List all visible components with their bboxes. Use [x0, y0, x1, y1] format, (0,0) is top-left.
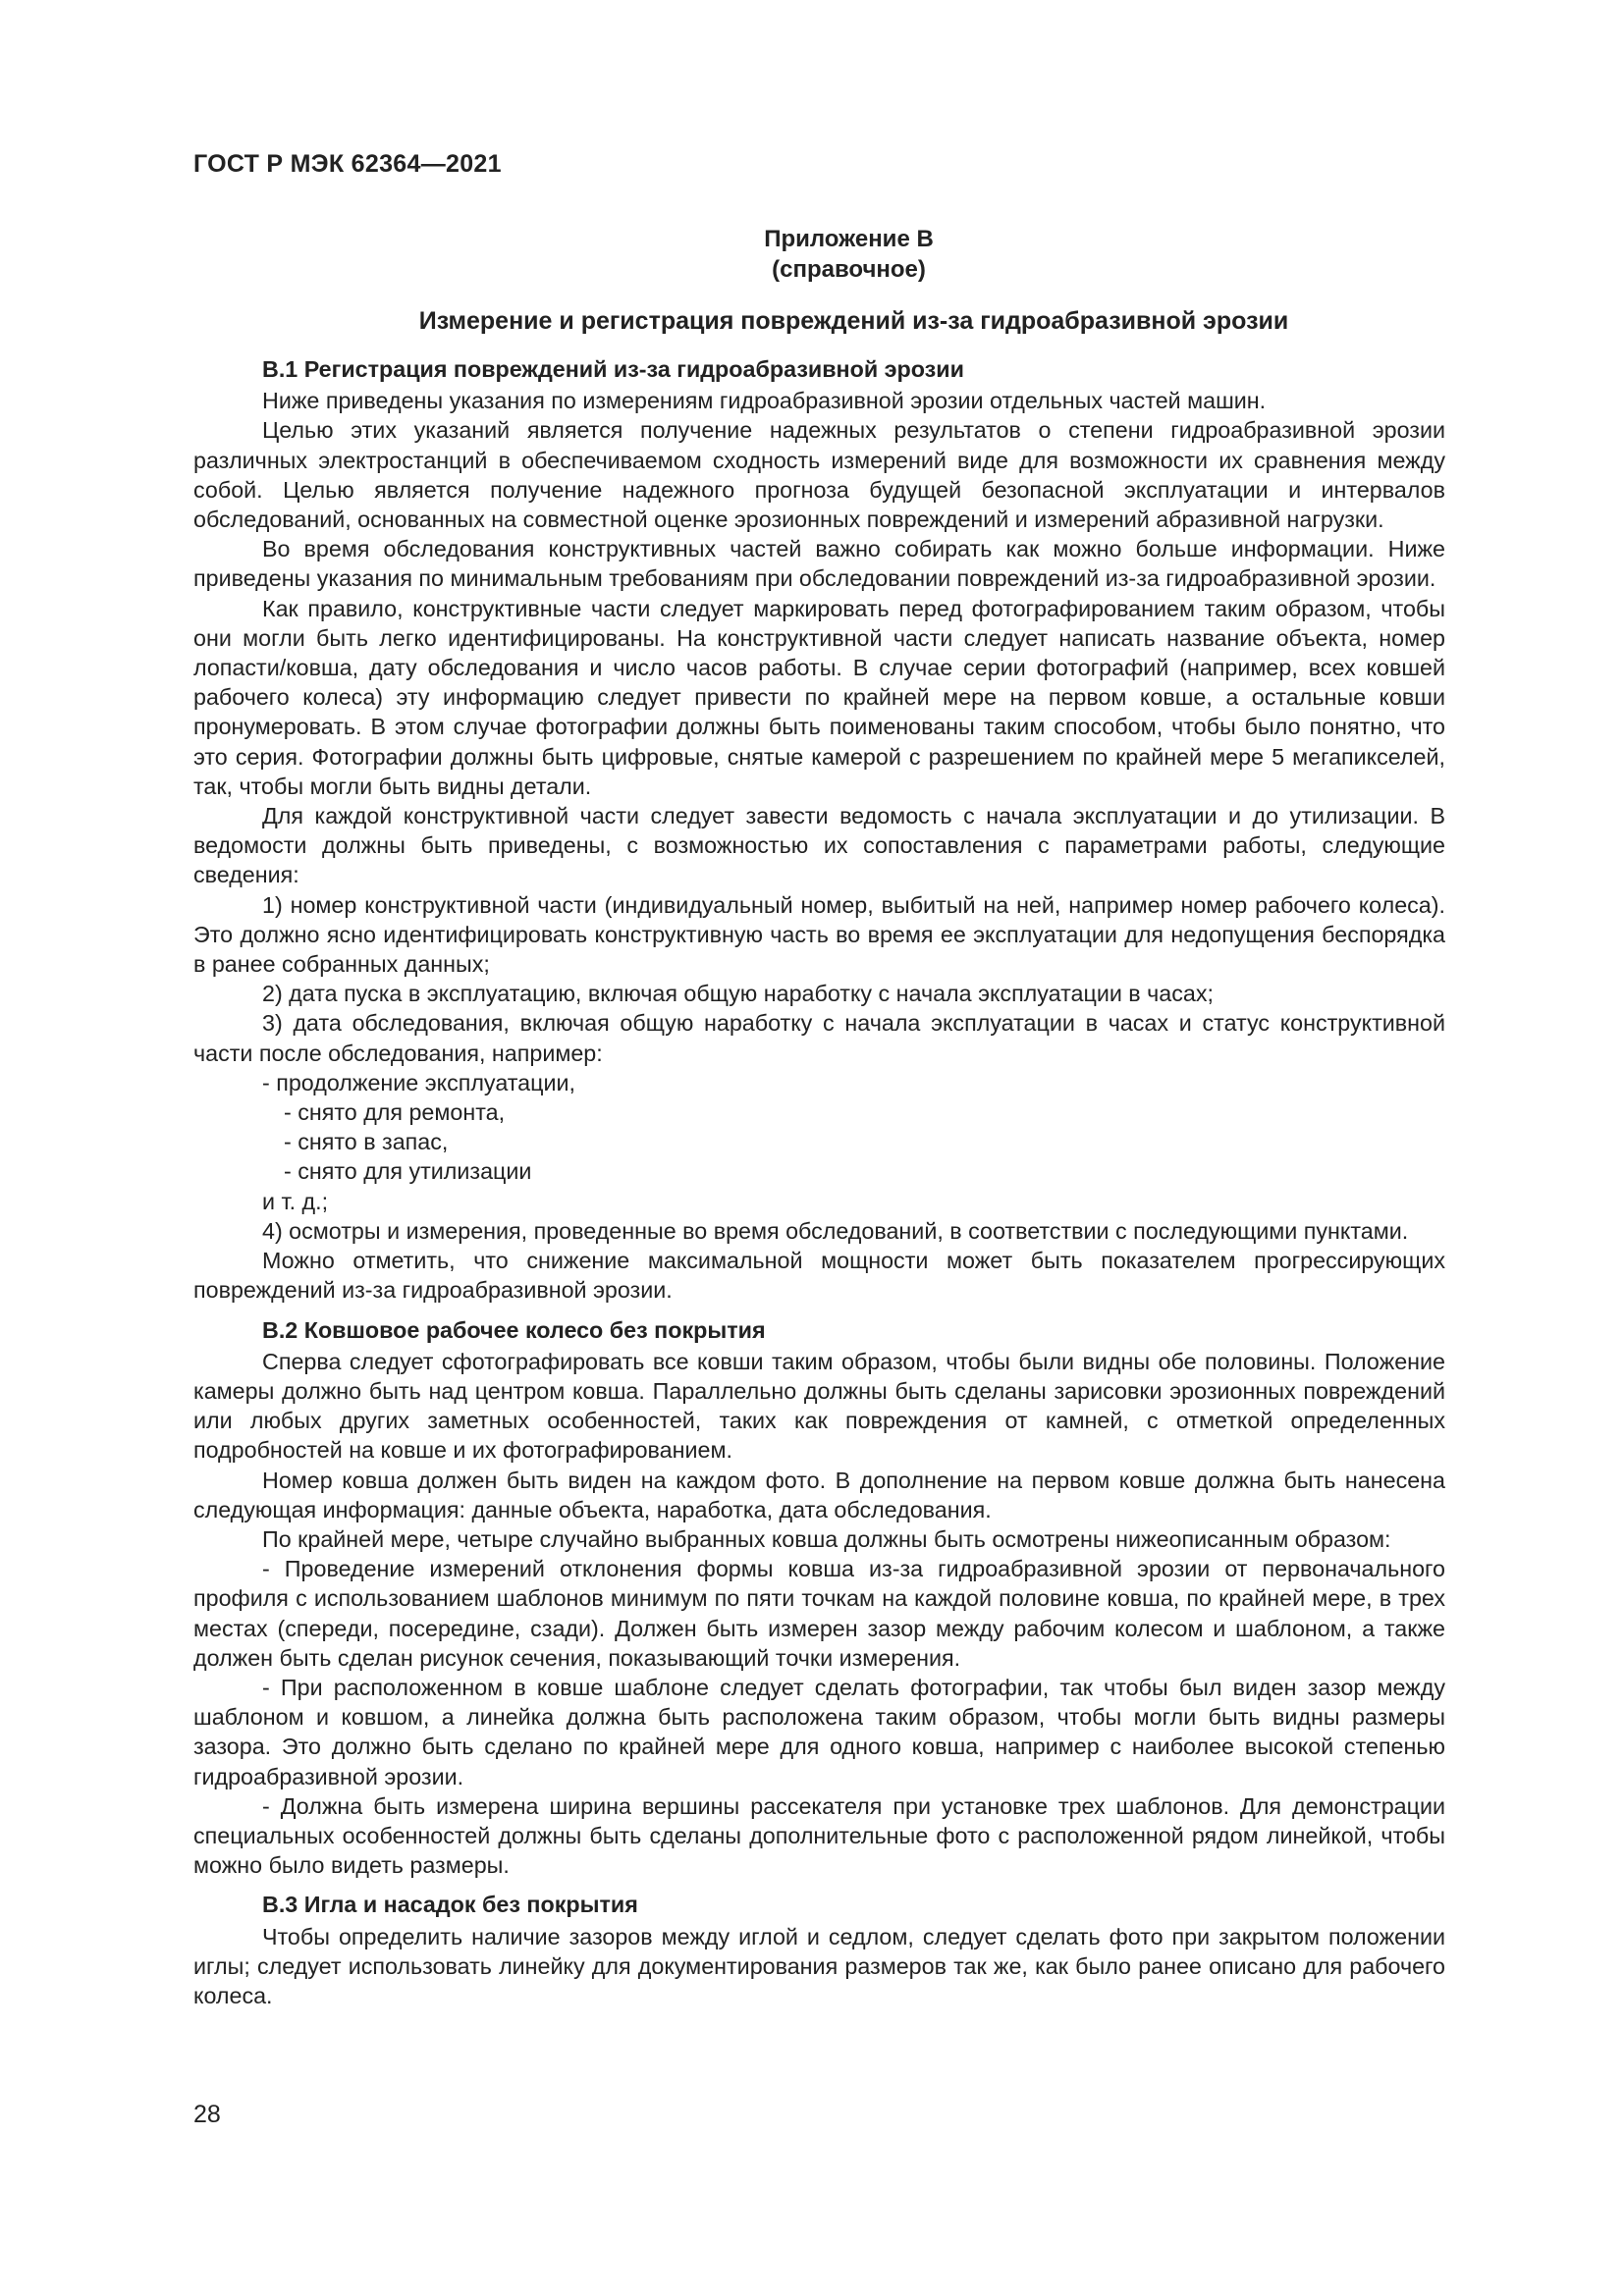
section-heading-b1: В.1 Регистрация повреждений из-за гидроабразивной эрозии: [262, 356, 964, 382]
paragraph: По крайней мере, четыре случайно выбранных ковша должны быть осмотрены нижеописанным образом:: [262, 1525, 1391, 1552]
list-item: - снято для ремонта,: [284, 1099, 506, 1126]
annex-title: Приложение В: [764, 226, 934, 252]
numbered-item: 2) дата пуска в эксплуатацию, включая общую наработку с начала эксплуатации в часах;: [262, 981, 1214, 1007]
annex-type: (справочное): [772, 256, 926, 283]
numbered-item: 3) дата обследования, включая общую наработку с начала эксплуатации в часах и статус конструктивной части после обследования, например:: [193, 1010, 1445, 1066]
numbered-item: 1) номер конструктивной части (индивидуальный номер, выбитый на ней, например номер рабочего колеса). Это должно ясно идентифицировать конструктивную часть во время ее эксплуатации для недопущения беспорядка в ранее собранных данных;: [193, 891, 1445, 978]
list-item: - продолжение эксплуатации,: [262, 1069, 575, 1095]
list-item: - снято для утилизации: [284, 1158, 532, 1185]
paragraph: Как правило, конструктивные части следует маркировать перед фотографированием таким образом, чтобы они могли быть легко идентифицированы. На конструктивной части следует написать название объекта, номер лопасти/ковша, дату обследования и число часов работы. В случае серии фотографий (например, всех ковшей рабочего колеса) эту информацию следует привести по крайней мере на первом ковше, а остальные ковши пронумеровать. В этом случае фотографии должны быть поименованы таким способом, чтобы было понятно, что это серия. Фотографии должны быть цифровые, снятые камерой с разрешением по крайней мере 5 мегапикселей, так, чтобы могли быть видны детали.: [193, 595, 1445, 799]
section-heading-b2: В.2 Ковшовое рабочее колесо без покрытия: [262, 1316, 766, 1343]
list-item: - снято в запас,: [284, 1129, 449, 1155]
dash-item: - При расположенном в ковше шаблоне следует сделать фотографии, так чтобы был виден зазор между шаблоном и ковшом, а линейка должна быть расположена таким образом, чтобы могли быть видны размеры зазора. Это должно быть сделано по крайней мере для одного ковша, например с наиболее высокой степенью гидроабразивной эрозии.: [193, 1674, 1445, 1789]
paragraph: Сперва следует сфотографировать все ковши таким образом, чтобы были видны обе половины. Положение камеры должно быть над центром ковша. Параллельно должны быть сделаны зарисовки эрозионных повреждений или любых других заметных особенностей, таких как повреждения от камней, с отметкой определенных подробностей на ковше и их фотографированием.: [193, 1348, 1445, 1464]
page-number: 28: [193, 2101, 221, 2128]
paragraph: Номер ковша должен быть виден на каждом фото. В дополнение на первом ковше должна быть нанесена следующая информация: данные объекта, наработка, дата обследования.: [193, 1467, 1445, 1522]
paragraph: Для каждой конструктивной части следует завести ведомость с начала эксплуатации и до утилизации. В ведомости должны быть приведены, с возможностью их сопоставления с параметрами работы, следующие сведения:: [193, 803, 1445, 888]
list-item: и т. д.;: [262, 1188, 329, 1214]
paragraph: Ниже приведены указания по измерениям гидроабразивной эрозии отдельных частей машин.: [262, 388, 1267, 414]
dash-item: - Должна быть измерена ширина вершины рассекателя при установке трех шаблонов. Для демонстрации специальных особенностей должны быть сделаны дополнительные фото с расположенной рядом линейкой, чтобы можно было видеть размеры.: [193, 1792, 1445, 1879]
document-id-header: ГОСТ Р МЭК 62364—2021: [193, 150, 502, 178]
document-body: [193, 224, 1445, 2010]
paragraph: Во время обследования конструктивных частей важно собирать как можно больше информации. Ниже приведены указания по минимальным требованиям при обследовании повреждений из-за гидроабразивной эрозии.: [193, 536, 1445, 592]
paragraph: Целью этих указаний является получение надежных результатов о степени гидроабразивной эрозии различных электростанций в обеспечиваемом сходность измерений виде для возможности их сравнения между собой. Целью является получение надежного прогноза будущей безопасной эксплуатации и интервалов обследований, основанных на совместной оценке эрозионных повреждений и измерений абразивной нагрузки.: [193, 417, 1445, 533]
annex-heading: Измерение и регистрация повреждений из-за гидроабразивной эрозии: [418, 307, 1289, 335]
paragraph: Чтобы определить наличие зазоров между иглой и седлом, следует сделать фото при закрытом положении иглы; следует использовать линейку для документирования размеров так же, как было ранее описано для рабочего колеса.: [193, 1923, 1445, 2008]
section-heading-b3: В.3 Игла и насадок без покрытия: [262, 1892, 638, 1918]
dash-item: - Проведение измерений отклонения формы ковша из-за гидроабразивной эрозии от первоначального профиля с использованием шаблонов минимум по пяти точкам на каждой половине ковша, по крайней мере, в трех местах (спереди, посередине, сзади). Должен быть измерен зазор между рабочим колесом и шаблоном, а также должен быть сделан рисунок сечения, показывающий точки измерения.: [193, 1556, 1445, 1671]
numbered-item: 4) осмотры и измерения, проведенные во время обследований, в соответствии с последующими пунктами.: [262, 1217, 1409, 1244]
paragraph: Можно отметить, что снижение максимальной мощности может быть показателем прогрессирующих повреждений из-за гидроабразивной эрозии.: [193, 1248, 1445, 1304]
